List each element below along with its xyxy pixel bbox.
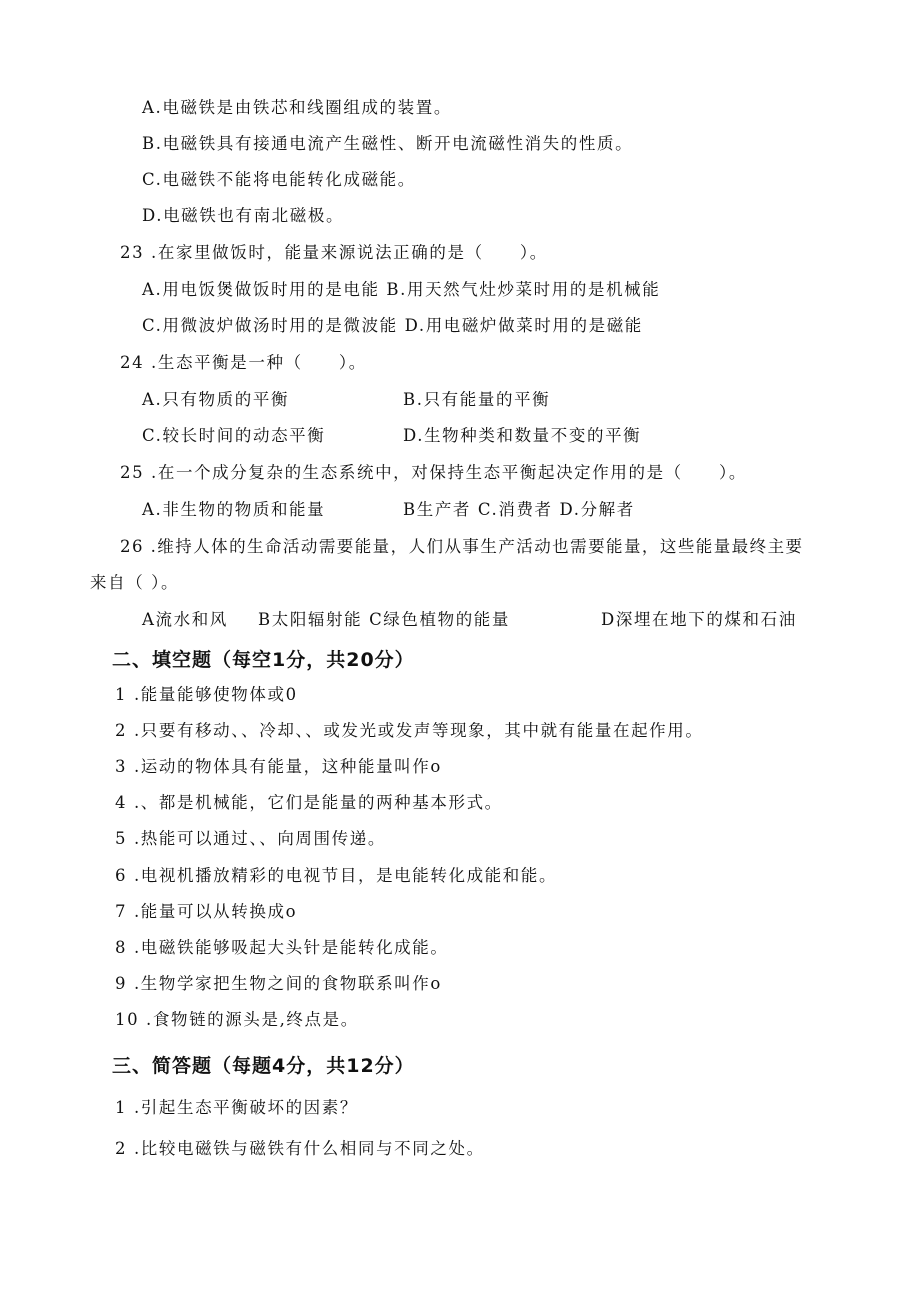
fill-blank-item: 9 .生物学家把生物之间的食物联系叫作o	[115, 974, 442, 993]
option-line: B.电磁铁具有接通电流产生磁性、断开电流磁性消失的性质。	[142, 134, 634, 153]
fill-blank-item: 10 .食物链的源头是,终点是。	[115, 1010, 359, 1029]
option-a: A.非生物的物质和能量	[142, 500, 326, 519]
short-answer-item: 1 .引起生态平衡破坏的因素？	[115, 1098, 358, 1117]
option-line: D.电磁铁也有南北磁极。	[142, 206, 345, 225]
option-b: B.只有能量的平衡	[403, 390, 551, 409]
option-line: A.电磁铁是由铁芯和线圈组成的装置。	[142, 98, 452, 117]
short-answer-item: 2 .比较电磁铁与磁铁有什么相同与不同之处。	[115, 1139, 485, 1158]
section-heading-fill-blank: 二、填空题（每空1分，共20分）	[112, 649, 415, 671]
section-heading-short-answer: 三、简答题（每题4分，共12分）	[112, 1055, 415, 1077]
option-d: D.生物种类和数量不变的平衡	[403, 426, 642, 445]
question-24: 24 .生态平衡是一种（ ）。	[120, 353, 367, 372]
option-line: A.用电饭煲做饭时用的是电能 B.用天然气灶炒菜时用的是机械能	[142, 280, 661, 299]
fill-blank-item: 8 .电磁铁能够吸起大头针是能转化成能。	[115, 938, 449, 957]
fill-blank-item: 4 .、都是机械能，它们是能量的两种基本形式。	[115, 793, 503, 812]
fill-blank-item: 1 .能量能够使物体或0	[115, 685, 298, 704]
option-d: D深埋在地下的煤和石油	[601, 610, 797, 629]
option-bc: B太阳辐射能 C绿色植物的能量	[258, 610, 510, 629]
fill-blank-item: 3 .运动的物体具有能量，这种能量叫作o	[115, 757, 442, 776]
question-25: 25 .在一个成分复杂的生态系统中，对保持生态平衡起决定作用的是（ ）。	[120, 463, 747, 482]
fill-blank-item: 6 .电视机播放精彩的电视节目，是电能转化成能和能。	[115, 866, 558, 885]
option-line: C.电磁铁不能将电能转化成磁能。	[142, 170, 416, 189]
option-line: C.用微波炉做汤时用的是微波能 D.用电磁炉做菜时用的是磁能	[142, 316, 643, 335]
fill-blank-item: 2 .只要有移动、、冷却、、或发光或发声等现象，其中就有能量在起作用。	[115, 721, 704, 740]
fill-blank-item: 5 .热能可以通过、、向周围传递。	[115, 829, 386, 848]
option-a: A.只有物质的平衡	[142, 390, 290, 409]
option-a: A流水和风	[142, 610, 228, 629]
question-26-continued: 来自（ ）。	[90, 573, 180, 592]
fill-blank-item: 7 .能量可以从转换成o	[115, 902, 298, 921]
question-26: 26 .维持人体的生命活动需要能量，人们从事生产活动也需要能量，这些能量最终主要	[120, 537, 804, 556]
question-23: 23 .在家里做饭时，能量来源说法正确的是（ ）。	[120, 243, 548, 262]
option-bcd: B生产者 C.消费者 D.分解者	[403, 500, 635, 519]
option-c: C.较长时间的动态平衡	[142, 426, 326, 445]
